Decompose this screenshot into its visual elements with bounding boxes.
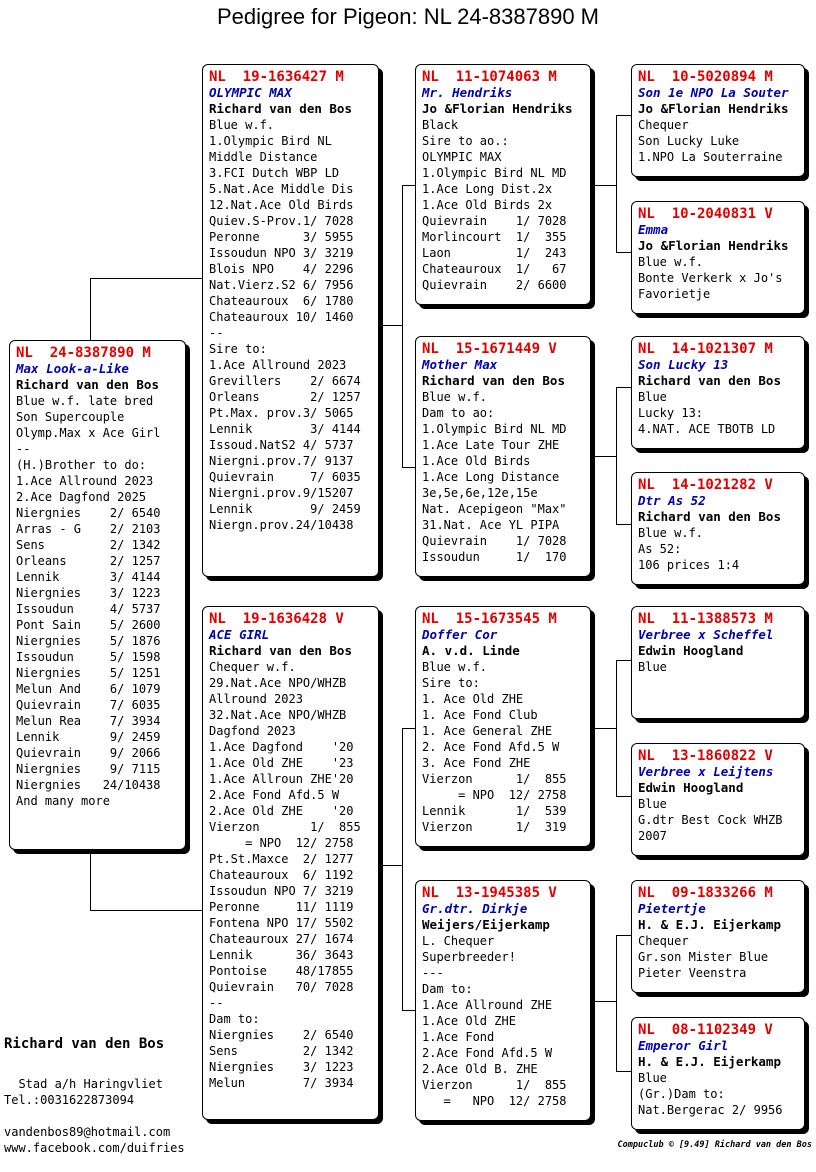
info-line: 32.Nat.Ace NPO/WHZB (209, 708, 347, 722)
great-granddam-2-card (631, 472, 805, 585)
info-line: 12.Nat.Ace Old Birds (209, 198, 354, 212)
info-line: Chateauroux 6/ 1192 (209, 868, 354, 882)
owner-name: Richard van den Bos (209, 643, 352, 658)
info-line: Peronne 11/ 1119 (209, 900, 354, 914)
info-line: Niergni.prov.7/ 9137 (209, 454, 354, 468)
info-line: Quievrain 70/ 7028 (209, 980, 354, 994)
info-line: 2.Ace Old B. ZHE (422, 1062, 538, 1076)
connector (616, 115, 617, 252)
info-line: Issoudun 5/ 1598 (16, 650, 161, 664)
info-line: 29.Nat.Ace NPO/WHZB (209, 676, 347, 690)
info-line: Quievrain 7/ 6035 (209, 470, 361, 484)
owner-name: Richard van den Bos (209, 101, 352, 116)
info-line: 1.Ace Allround 2023 (16, 474, 154, 488)
connector (616, 660, 617, 796)
connector (90, 910, 204, 911)
info-line: Melun Rea 7/ 3934 (16, 714, 161, 728)
info-line: 106 prices 1:4 (638, 558, 740, 572)
info-line: Morlincourt 1/ 355 (422, 230, 567, 244)
info-line: Blue w.f. (638, 255, 704, 269)
info-line: Lennik 3/ 4144 (209, 422, 361, 436)
granddam-sire-side-card (415, 336, 591, 577)
info-line: Issoudun NPO 3/ 3219 (209, 246, 354, 260)
info-line: Quiev.S-Prov.1/ 7028 (209, 214, 354, 228)
owner-name: Jo &Florian Hendriks (422, 101, 573, 116)
owner-name: Jo &Florian Hendriks (638, 238, 789, 253)
sire-card (202, 64, 379, 577)
info-line: Blue w.f. (638, 526, 704, 540)
info-line: 1.Ace Old ZHE (422, 1014, 516, 1028)
info-line: Chateauroux 27/ 1674 (209, 932, 354, 946)
pigeon-name: Son Lucky 13 (638, 357, 729, 372)
info-line: -- (209, 326, 224, 340)
pigeon-name: Verbree x Leijtens (638, 764, 774, 779)
connector (402, 185, 403, 467)
info-line: Peronne 3/ 5955 (209, 230, 354, 244)
info-line: Blue (638, 797, 667, 811)
info-line: Superbreeder! (422, 950, 516, 964)
info-line: Middle Distance (209, 150, 318, 164)
info-line: Fontena NPO 17/ 5502 (209, 916, 354, 930)
info-line: Sens 2/ 1342 (209, 1044, 354, 1058)
info-line: Blue w.f. (422, 390, 488, 404)
owner-name: Edwin Hoogland (638, 780, 744, 795)
info-line: Quievrain 2/ 6600 (422, 278, 567, 292)
info-line: Orleans 2/ 1257 (16, 554, 161, 568)
pigeon-name: Mother Max (422, 357, 498, 372)
info-line: Melun 7/ 3934 (209, 1076, 354, 1090)
info-line: 1.Olympic Bird NL MD (422, 422, 567, 436)
info-line: Blue w.f. (209, 118, 275, 132)
info-line: Favorietje (638, 287, 711, 301)
info-line: Chequer (638, 118, 689, 132)
owner-name: H. & E.J. Eijerkamp (638, 1054, 781, 1069)
connector (592, 185, 616, 186)
info-line: Blue (638, 390, 667, 404)
info-line: Dam to: (422, 982, 473, 996)
info-line: Vierzon 1/ 319 (422, 820, 567, 834)
info-line: Sire to ao.: (422, 134, 509, 148)
pigeon-name: Max Look-a-Like (16, 361, 129, 376)
info-line: Sens 2/ 1342 (16, 538, 161, 552)
grandsire-dam-side-card (415, 606, 591, 847)
info-line: 4.NAT. ACE TBOTB LD (638, 422, 776, 436)
info-line: Nat.Vierz.S2 6/ 7956 (209, 278, 354, 292)
ring-number: NL 11-1074063 M (422, 69, 557, 85)
ring-number: NL 19-1636428 V (209, 611, 344, 627)
info-line: Dagfond 2023 (209, 724, 296, 738)
info-line: Lucky 13: (638, 406, 704, 420)
info-line: Son Supercouple (16, 410, 125, 424)
info-line: 1.Olympic Bird NL (209, 134, 332, 148)
info-line: Orleans 2/ 1257 (209, 390, 361, 404)
info-line: Allround 2023 (209, 692, 303, 706)
connector (616, 524, 632, 525)
ring-number: NL 11-1388573 M (638, 611, 773, 627)
info-line: 2.Ace Dagfond 2025 (16, 490, 147, 504)
great-grandsire-4-card (631, 880, 805, 993)
breeder-website[interactable]: www.facebook.com/duifries (4, 1141, 185, 1155)
ring-number: NL 08-1102349 V (638, 1022, 773, 1038)
info-line: Niergni.prov.9/15207 (209, 486, 354, 500)
page-title: Pedigree for Pigeon: NL 24-8387890 M (217, 4, 599, 29)
info-line: -- (16, 442, 31, 456)
breeder-name: Richard van den Bos (4, 1036, 165, 1052)
info-line: Vierzon 1/ 855 (422, 1078, 567, 1092)
ring-number: NL 15-1673545 M (422, 611, 557, 627)
ring-number: NL 09-1833266 M (638, 885, 773, 901)
info-line: Lennik 3/ 4144 (16, 570, 161, 584)
info-line: Vierzon 1/ 855 (422, 772, 567, 786)
copyright: Compuclub © [9.49] Richard van den Bos (617, 1140, 812, 1150)
info-line: 1.Ace Allround ZHE (422, 998, 553, 1012)
pigeon-name: Mr. Hendriks (422, 85, 513, 100)
info-line: Dam to ao: (422, 406, 495, 420)
info-line: Chateauroux 1/ 67 (422, 262, 567, 276)
info-line: Bonte Verkerk x Jo's (638, 271, 783, 285)
great-granddam-3-card (631, 743, 805, 856)
connector (616, 387, 632, 388)
owner-name: Edwin Hoogland (638, 643, 744, 658)
info-line: OLYMPIC MAX (422, 150, 502, 164)
info-line: 1.Ace Long Distance (422, 470, 560, 484)
info-line: 2.Ace Fond Afd.5 W (422, 1046, 553, 1060)
owner-name: A. v.d. Linde (422, 643, 520, 658)
info-line: 1. Ace Old ZHE (422, 692, 524, 706)
info-line: Chequer w.f. (209, 660, 296, 674)
owner-name: Richard van den Bos (638, 509, 781, 524)
info-line: Arras - G 2/ 2103 (16, 522, 161, 536)
info-line: Nat. Acepigeon "Max" (422, 502, 567, 516)
owner-name: H. & E.J. Eijerkamp (638, 917, 781, 932)
great-grandsire-2-card (631, 336, 805, 449)
info-line: L. Chequer (422, 934, 495, 948)
connector (616, 935, 617, 1071)
grandsire-sire-side-card (415, 64, 591, 305)
info-line: Niergnies 9/ 7115 (16, 762, 161, 776)
info-line: 1.Ace Old ZHE '23 (209, 756, 354, 770)
ring-number: NL 13-1860822 V (638, 748, 773, 764)
breeder-address: Stad a/h Haringvliet (4, 1077, 163, 1091)
info-line: Black (422, 118, 459, 132)
connector (90, 278, 91, 340)
owner-name: Richard van den Bos (16, 377, 159, 392)
info-line: = NPO 12/ 2758 (209, 836, 354, 850)
pigeon-name: Son 1e NPO La Souter (638, 85, 789, 100)
info-line: 1.Ace Allroun ZHE'20 (209, 772, 354, 786)
ring-number: NL 24-8387890 M (16, 345, 151, 361)
info-line: Chateauroux 6/ 1780 (209, 294, 354, 308)
info-line: Niergn.prov.24/10438 (209, 518, 354, 532)
info-line: 1. Ace General ZHE (422, 724, 553, 738)
info-line: 3.FCI Dutch WBP LD (209, 166, 340, 180)
info-line: 1.Ace Allround 2023 (209, 358, 347, 372)
info-line: Issoud.NatS2 4/ 5737 (209, 438, 354, 452)
connector (380, 865, 402, 866)
info-line: 1. Ace Fond Club (422, 708, 538, 722)
connector (592, 456, 616, 457)
pigeon-name: Emma (638, 222, 669, 237)
info-line: Blue (638, 1071, 667, 1085)
info-line: Vierzon 1/ 855 (209, 820, 361, 834)
info-line: Quievrain 1/ 7028 (422, 534, 567, 548)
info-line: Niergnies 2/ 6540 (209, 1028, 354, 1042)
info-line: Pt.Max. prov.3/ 5065 (209, 406, 354, 420)
pigeon-name: ACE GIRL (209, 627, 270, 642)
info-line: Son Lucky Luke (638, 134, 740, 148)
pigeon-name: OLYMPIC MAX (209, 85, 292, 100)
connector (592, 1001, 616, 1002)
great-granddam-4-card (631, 1017, 805, 1130)
info-line: 1.Ace Late Tour ZHE (422, 438, 560, 452)
info-line: Issoudun NPO 7/ 3219 (209, 884, 354, 898)
info-line: Lennik 36/ 3643 (209, 948, 354, 962)
info-line: Lennik 9/ 2459 (209, 502, 361, 516)
info-line: Blue (638, 660, 667, 674)
connector (616, 115, 632, 116)
great-grandsire-3-card (631, 606, 805, 719)
info-line: Pt.St.Maxce 2/ 1277 (209, 852, 354, 866)
connector (90, 278, 204, 279)
connector (616, 387, 617, 524)
info-line: 2.Ace Old ZHE '20 (209, 804, 354, 818)
info-line: 3e,5e,6e,12e,15e (422, 486, 538, 500)
ring-number: NL 10-5020894 M (638, 69, 773, 85)
ring-number: NL 13-1945385 V (422, 885, 557, 901)
connector (616, 660, 632, 661)
info-line: 2.Ace Fond Afd.5 W (209, 788, 340, 802)
info-line: Pieter Veenstra (638, 966, 747, 980)
info-line: Quievrain 7/ 6035 (16, 698, 161, 712)
info-line: 1.Ace Old Birds 2x (422, 198, 553, 212)
great-granddam-1-card (631, 201, 805, 314)
info-line: Nat.Bergerac 2/ 9956 (638, 1103, 783, 1117)
subject-card (9, 340, 186, 850)
info-line: -- (209, 996, 224, 1010)
info-line: 5.Nat.Ace Middle Dis (209, 182, 354, 196)
info-line: Chequer (638, 934, 689, 948)
info-line: Laon 1/ 243 (422, 246, 567, 260)
info-line: Gr.son Mister Blue (638, 950, 769, 964)
info-line: Niergnies 2/ 6540 (16, 506, 161, 520)
info-line: Sire to: (209, 342, 267, 356)
info-line: Blue w.f. (422, 660, 488, 674)
info-line: Niergnies 5/ 1251 (16, 666, 161, 680)
info-line: Melun And 6/ 1079 (16, 682, 161, 696)
info-line: 31.Nat. Ace YL PIPA (422, 518, 560, 532)
connector (592, 728, 616, 729)
info-line: 1.Ace Old Birds (422, 454, 531, 468)
ring-number: NL 10-2040831 V (638, 206, 773, 222)
info-line: (H.)Brother to do: (16, 458, 147, 472)
info-line: 2. Ace Fond Afd.5 W (422, 740, 560, 754)
info-line: = NPO 12/ 2758 (422, 788, 567, 802)
info-line: Issoudun 4/ 5737 (16, 602, 161, 616)
info-line: 3. Ace Fond ZHE (422, 756, 531, 770)
info-line: --- (422, 966, 444, 980)
info-line: 2007 (638, 829, 667, 843)
connector (380, 325, 402, 326)
connector (616, 252, 632, 253)
info-line: Issoudun 1/ 170 (422, 550, 567, 564)
ring-number: NL 19-1636427 M (209, 69, 344, 85)
info-line: Pont Sain 5/ 2600 (16, 618, 161, 632)
info-line: Niergnies 24/10438 (16, 778, 161, 792)
pigeon-name: Dtr As 52 (638, 493, 706, 508)
info-line: Grevillers 2/ 6674 (209, 374, 361, 388)
info-line: Niergnies 5/ 1876 (16, 634, 161, 648)
pigeon-name: Verbree x Scheffel (638, 627, 774, 642)
info-line: And many more (16, 794, 110, 808)
info-line: Pontoise 48/17855 (209, 964, 354, 978)
ring-number: NL 14-1021282 V (638, 477, 773, 493)
dam-card (202, 606, 379, 1120)
info-line: 1.Ace Fond (422, 1030, 495, 1044)
pigeon-name: Emperor Girl (638, 1038, 729, 1053)
info-line: Chateauroux 10/ 1460 (209, 310, 354, 324)
connector (402, 728, 403, 1010)
granddam-dam-side-card (415, 880, 591, 1121)
ring-number: NL 14-1021307 M (638, 341, 773, 357)
connector (616, 1071, 632, 1072)
info-line: 1.Olympic Bird NL MD (422, 166, 567, 180)
owner-name: Weijers/Eijerkamp (422, 917, 550, 932)
info-line: Niergnies 3/ 1223 (209, 1060, 354, 1074)
info-line: Blois NPO 4/ 2296 (209, 262, 354, 276)
pigeon-name: Gr.dtr. Dirkje (422, 901, 528, 916)
connector (616, 796, 632, 797)
info-line: Sire to: (422, 676, 480, 690)
pigeon-name: Pietertje (638, 901, 706, 916)
info-line: Lennik 9/ 2459 (16, 730, 161, 744)
info-line: Dam to: (209, 1012, 260, 1026)
breeder-email[interactable]: vandenbos89@hotmail.com (4, 1125, 171, 1139)
info-line: G.dtr Best Cock WHZB (638, 813, 783, 827)
connector (90, 852, 91, 910)
breeder-phone: Tel.:0031622873094 (4, 1093, 135, 1107)
info-line: Lennik 1/ 539 (422, 804, 567, 818)
owner-name: Richard van den Bos (422, 373, 565, 388)
info-line: Niergnies 3/ 1223 (16, 586, 161, 600)
info-line: (Gr.)Dam to: (638, 1087, 725, 1101)
pigeon-name: Doffer Cor (422, 627, 498, 642)
info-line: Quievrain 1/ 7028 (422, 214, 567, 228)
info-line: As 52: (638, 542, 682, 556)
info-line: Olymp.Max x Ace Girl (16, 426, 161, 440)
info-line: = NPO 12/ 2758 (422, 1094, 567, 1108)
info-line: 1.Ace Long Dist.2x (422, 182, 553, 196)
info-line: 1.NPO La Souterraine (638, 150, 783, 164)
connector (616, 935, 632, 936)
info-line: 1.Ace Dagfond '20 (209, 740, 354, 754)
info-line: Blue w.f. late bred (16, 394, 154, 408)
owner-name: Richard van den Bos (638, 373, 781, 388)
great-grandsire-1-card (631, 64, 805, 177)
ring-number: NL 15-1671449 V (422, 341, 557, 357)
info-line: Quievrain 9/ 2066 (16, 746, 161, 760)
owner-name: Jo &Florian Hendriks (638, 101, 789, 116)
